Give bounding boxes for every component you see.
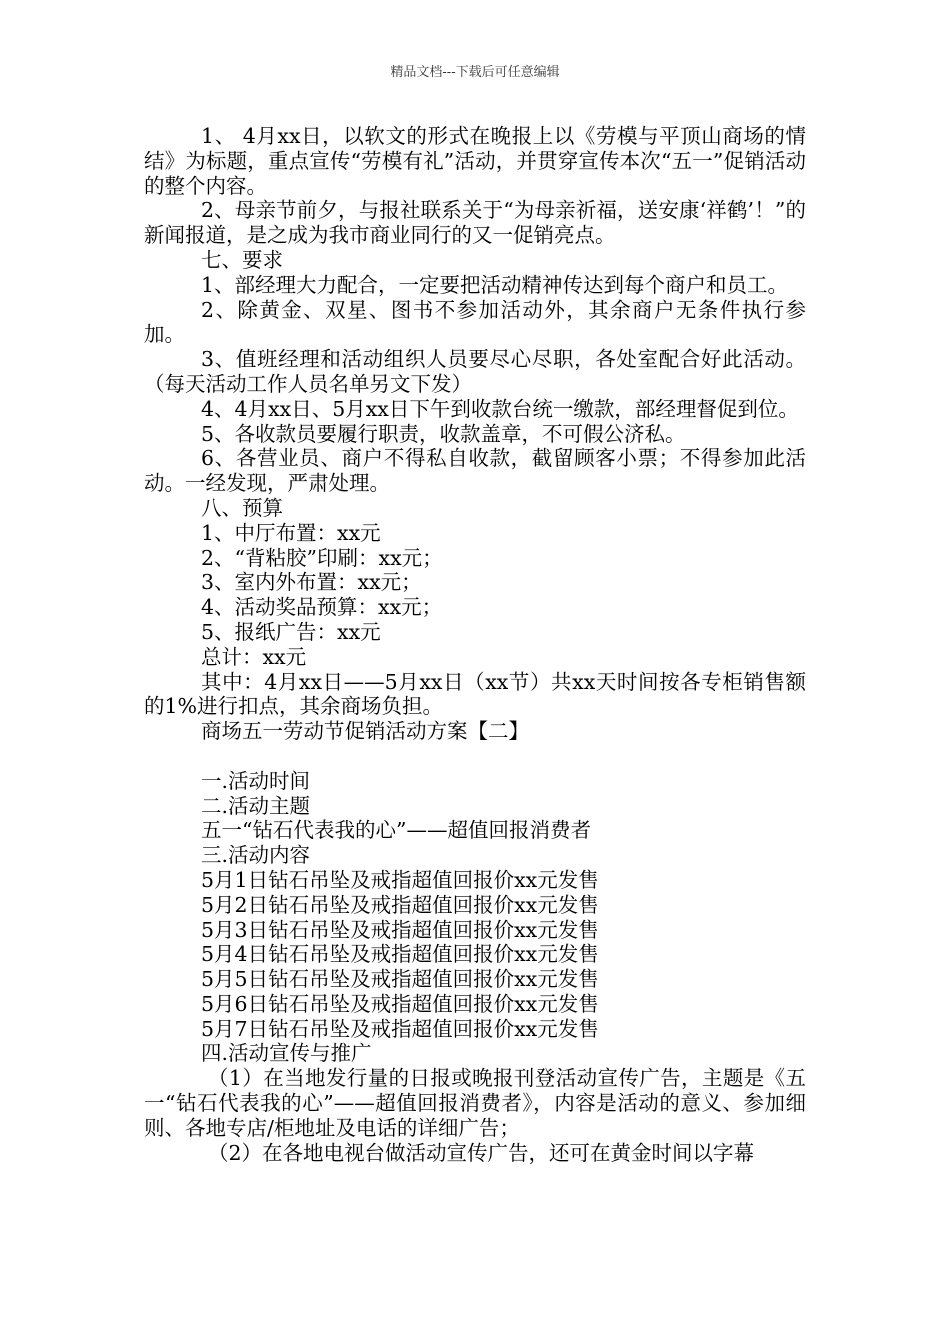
document-body xyxy=(144,124,806,1165)
offer-line: 5月7日钻石吊坠及戒指超值回报价xx元发售 xyxy=(201,1016,599,1041)
offer-line: 5月1日钻石吊坠及戒指超值回报价xx元发售 xyxy=(201,867,599,892)
budget-item: 4、活动奖品预算：xx元； xyxy=(201,595,443,620)
section-heading: 二.活动主题 xyxy=(201,793,311,818)
paragraph: 2、除黄金、双星、图书不参加活动外，其余商户无条件执行参加。 xyxy=(144,297,806,347)
budget-item: 2、“背粘胶”印刷：xx元； xyxy=(201,545,443,570)
plan-title: 商场五一劳动节促销活动方案【二】 xyxy=(201,719,529,744)
offer-line: 5月3日钻石吊坠及戒指超值回报价xx元发售 xyxy=(201,917,599,942)
paragraph: 3、值班经理和活动组织人员要尽心尽职，各处室配合好此活动。（每天活动工作人员名单另文下发） xyxy=(144,347,806,396)
theme-line: 五一“钻石代表我的心”——超值回报消费者 xyxy=(201,818,591,843)
paragraph: 1、部经理大力配合，一定要把活动精神传达到每个商户和员工。 xyxy=(201,272,789,297)
paragraph: 2、母亲节前夕，与报社联系关于“为母亲祈福，送安康‘祥鹤’！”的新闻报道，是之成为我市商业同行的又一促销亮点。 xyxy=(144,198,806,248)
offer-line: 5月2日钻石吊坠及戒指超值回报价xx元发售 xyxy=(201,892,599,917)
offer-line: 5月6日钻石吊坠及戒指超值回报价xx元发售 xyxy=(201,991,599,1016)
paragraph: 4、4月xx日、5月xx日下午到收款台统一缴款，部经理督促到位。 xyxy=(201,396,799,421)
budget-total: 总计：xx元 xyxy=(201,644,307,669)
page-header: 精品文档---下载后可任意编辑 xyxy=(390,65,560,80)
section-heading: 三.活动内容 xyxy=(201,843,311,868)
blank-line xyxy=(144,744,806,769)
budget-item: 5、报纸广告：xx元 xyxy=(201,619,381,644)
section-heading: 八、预算 xyxy=(201,495,283,520)
section-heading: 四.活动宣传与推广 xyxy=(201,1041,372,1066)
budget-item: 3、室内外布置：xx元； xyxy=(201,570,422,595)
section-heading: 一.活动时间 xyxy=(201,768,311,793)
paragraph: 其中：4月xx日——5月xx日（xx节）共xx天时间按各专柜销售额的1%进行扣点，其余商场负担。 xyxy=(144,669,806,719)
offer-line: 5月4日钻石吊坠及戒指超值回报价xx元发售 xyxy=(201,942,599,967)
section-heading: 七、要求 xyxy=(201,247,283,272)
paragraph: 6、各营业员、商户不得私自收款，截留顾客小票；不得参加此活动。一经发现，严肃处理。 xyxy=(144,446,806,496)
paragraph: （1）在当地发行量的日报或晚报刊登活动宣传广告，主题是《五一“钻石代表我的心”——超值回报消费者》，内容是活动的意义、参加细则、各地专店/柜地址及电话的详细广告； xyxy=(144,1066,806,1140)
offer-line: 5月5日钻石吊坠及戒指超值回报价xx元发售 xyxy=(201,967,599,992)
paragraph: 5、各收款员要履行职责，收款盖章，不可假公济私。 xyxy=(201,421,686,446)
budget-item: 1、中厅布置：xx元 xyxy=(201,520,381,545)
paragraph: 1、 4月xx日，以软文的形式在晚报上以《劳模与平顶山商场的情结》为标题，重点宣传“劳模有礼”活动，并贯穿宣传本次“五一”促销活动的整个内容。 xyxy=(144,124,806,198)
paragraph: （2）在各地电视台做活动宣传广告，还可在黄金时间以字幕 xyxy=(208,1140,755,1165)
